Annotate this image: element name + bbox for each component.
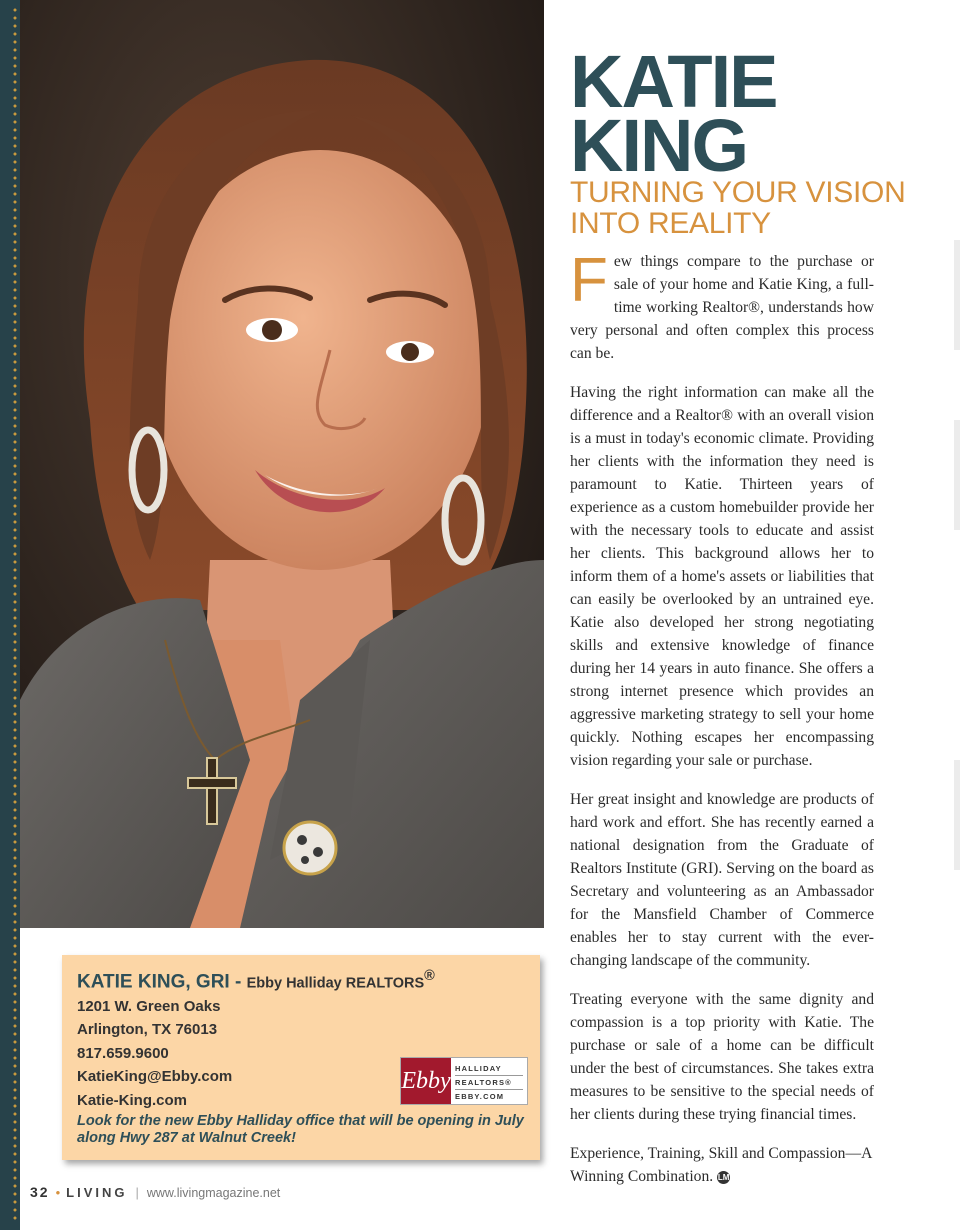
magazine-url[interactable]: www.livingmagazine.net — [146, 1186, 281, 1200]
logo-line-2: REALTORS® — [455, 1076, 523, 1090]
article-body — [570, 246, 874, 1204]
contact-heading — [77, 968, 435, 993]
end-mark-icon: LM — [717, 1172, 730, 1182]
drop-cap: F — [570, 246, 608, 315]
subheadline-line-1: TURNING YOUR VISION — [570, 176, 906, 209]
logo-script: Ebby — [401, 1058, 451, 1104]
article-paragraph-2: Having the right information can make all the difference and a Realtor® with an overall vision is a must in today's economic climate. Providing her clients with the information they need is paramount to Katie. Thirteen years of experience as a custom homebuilder provide her with the necessary tools to educate and assist her clients. This background allows her to inform them of a home's assets or liabilities that can easily be overlooked by an untrained eye. Katie also developed her strong negotiating skills and extensive knowledge of finance during her 14 years in auto finance. She offers a strong internet presence which provides an aggressive marketing strategy to sell your home quickly. Nothing escapes her encompassing vision regarding your sale or purchase. — [570, 384, 874, 769]
article-paragraph-4: Treating everyone with the same dignity and compassion is a top priority with Katie. The purchase or sale of a home can be difficult under the best of circumstances. She takes extra measures to be sensitive to the special needs of her clients during these trying financial times. — [570, 991, 874, 1123]
logo-wordmark — [455, 1062, 523, 1103]
portrait-photo — [20, 0, 544, 928]
decorative-dot-column — [13, 6, 17, 1224]
website-link[interactable]: Katie-King.com — [77, 1091, 188, 1109]
company-name: Ebby Halliday REALTORS — [246, 975, 425, 992]
decorative-edge-mark — [954, 760, 960, 870]
portrait-illustration — [20, 0, 544, 928]
phone-number[interactable]: 817.659.9600 — [77, 1044, 169, 1062]
contact-details — [77, 995, 232, 1112]
registered-mark: ® — [424, 968, 435, 984]
article-paragraph-3: Her great insight and knowledge are products of hard work and effort. She has recently earned a national designation from the Graduate of Realtors Institute (GRI). Serving on the board as Secretary and volunteering as an Ambassador for the Mansfield Chamber of Commerce enables her to stay current with the ever-changing landscape of the community. — [570, 791, 874, 969]
heading-dash: - — [229, 971, 247, 993]
email-link[interactable]: KatieKing@Ebby.com — [77, 1068, 233, 1086]
page-footer — [30, 1184, 280, 1200]
decorative-side-strip — [0, 0, 20, 1230]
article-paragraph-1 — [570, 246, 874, 365]
logo-line-1: HALLIDAY — [455, 1062, 523, 1076]
paragraph-1-text: ew things compare to the purchase or sale of your home and Katie King, a full-time working Realtor®, understands how very personal and often complex this process can be. — [570, 253, 874, 362]
address-line-1: 1201 W. Green Oaks — [77, 998, 221, 1015]
headline-line-1: KATIE — [570, 40, 777, 123]
agent-name: KATIE KING, GRI — [77, 971, 230, 993]
page-number: 32 — [30, 1184, 50, 1200]
footer-bullet: • — [55, 1185, 61, 1200]
section-name: LIVING — [66, 1185, 128, 1200]
ebby-halliday-logo — [400, 1057, 528, 1105]
office-announcement: Look for the new Ebby Halliday office that will be opening in July along Hwy 287 at Walnut Creek! — [77, 1113, 524, 1146]
subheadline-line-2: INTO REALITY — [570, 207, 771, 240]
headline — [570, 40, 777, 187]
decorative-edge-mark — [954, 420, 960, 530]
paragraph-5-text: Experience, Training, Skill and Compassion—A Winning Combination. — [570, 1145, 872, 1185]
logo-line-3: EBBY.COM — [455, 1092, 505, 1101]
article-paragraph-5 — [570, 1142, 874, 1188]
address-line-2: Arlington, TX 76013 — [77, 1021, 218, 1039]
headline-line-2: KING — [570, 104, 747, 187]
contact-box — [62, 955, 540, 1160]
decorative-edge-mark — [954, 240, 960, 350]
subheadline — [570, 177, 905, 239]
footer-separator: | — [135, 1185, 139, 1200]
